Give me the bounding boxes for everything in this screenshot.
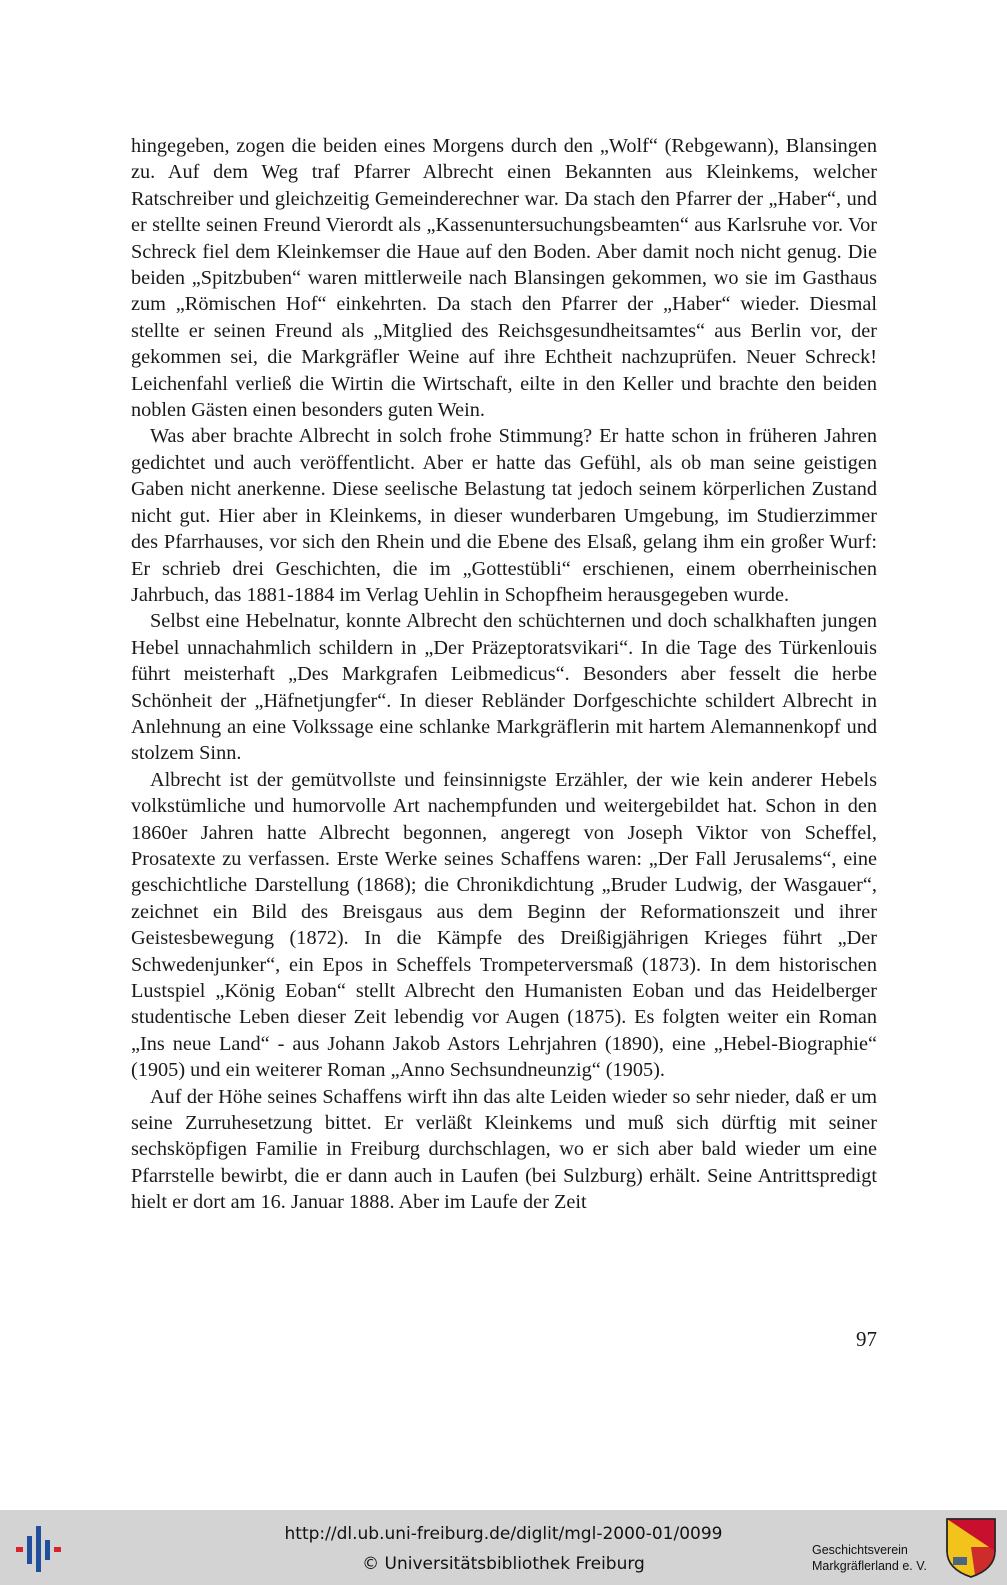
footer-bar xyxy=(0,1510,1007,1585)
paragraph-2: Was aber brachte Albrecht in solch frohe Stimmung? Er hatte schon in früheren Jahren gedichtet und auch veröffentlicht. Aber er hatte das Gefühl, als ob man seine geistigen Gaben nicht anerkenne. Diese seelische Belastung tat jedoch seinem körperlichen Zustand nicht gut. Hier aber in Kleinkems, in dieser wunderbaren Umgebung, im Studierzimmer des Pfarrhauses, vor sich den Rhein und die Ebene des Elsaß, gelang ihm ein großer Wurf: Er schrieb drei Geschichten, die im „Gottestübli“ erschienen, einem oberrheinischen Jahrbuch, das 1881-1884 im Verlag Uehlin in Schopfheim herausgegeben wurde. xyxy=(131,425,877,606)
paragraph-5: Auf der Höhe seines Schaffens wirft ihn das alte Leiden wieder so sehr nieder, daß er um seine Zurruhesetzung bittet. Er verläßt Kleinkems und muß sich dürftig mit seiner sechsköpfigen Familie in Freiburg durchschlagen, wo er sich aber bald wieder um eine Pfarrstelle bewirbt, die er dann auch in Laufen (bei Sulzburg) erhält. Seine Antrittspredigt hielt er dort am 16. Januar 1888. Aber im Laufe der Zeit xyxy=(131,1085,877,1214)
society-name-line2: Markgräflerland e. V. xyxy=(812,1559,927,1573)
paragraph-1: hingegeben, zogen die beiden eines Morgens durch den „Wolf“ (Rebgewann), Blansingen zu. Auf dem Weg traf Pfarrer Albrecht einen Bekannten aus Kleinkems, welcher Ratschreiber und gleichzeitig Gemeinderechner war. Da stach den Pfarrer der „Haber“, und er stellte seinen Freund Vierordt als „Kassenuntersuchungsbeamten“ aus Karlsruhe vor. Vor Schreck fiel dem Kleinkemser die Haue auf den Boden. Aber damit noch nicht genug. Die beiden „Spitzbuben“ waren mittlerweile nach Blansingen gekommen, wo sie im Gasthaus zum „Römischen Hof“ einkehrten. Da stach den Pfarrer der „Haber“ wieder. Diesmal stellte er seinen Freund als „Mitglied des Reichsgesundheitsamtes“ aus Berlin vor, der gekommen sei, die Markgräfler Weine auf ihre Echtheit nachzuprüfen. Neuer Schreck! Leichenfahl verließ die Wirtin die Wirtschaft, eilte in den Keller und brachte den beiden noblen Gästen einen besonders guten Wein. xyxy=(131,135,877,422)
society-name-line1: Geschichtsverein xyxy=(812,1543,908,1557)
paragraph-3: Selbst eine Hebelnatur, konnte Albrecht den schüchternen und doch schalkhaften jungen Hebel unnachahmlich schildern in „Der Präzeptoratsvikari“. In die Tage des Türkenlouis führt meisterhaft „Des Markgrafen Leibmedicus“. Besonders aber fesselt die herbe Schönheit der „Häfnetjungfer“. In dieser Rebländer Dorfgeschichte schildert Albrecht in Anlehnung an eine Volkssage eine schlanke Markgräflerin mit hartem Alemannenkopf und stolzem Sinn. xyxy=(131,610,877,765)
paragraph-4: Albrecht ist der gemütvollste und feinsinnigste Erzähler, der wie kein anderer Hebels volkstümliche und humorvolle Art nachempfunden und weitergebildet hat. Schon in den 1860er Jahren hatte Albrecht begonnen, angeregt von Joseph Viktor von Scheffel, Prosatexte zu verfassen. Erste Werke seines Schaffens waren: „Der Fall Jerusalems“, eine geschichtliche Darstellung (1868); die Chronikdichtung „Bruder Ludwig, der Wasgauer“, zeichnet ein Bild des Breisgaus aus dem Beginn der Reformationszeit und ihrer Geistesbewegung (1872). In die Kämpfe des Dreißigjährigen Krieges führt „Der Schwedenjunker“, ein Epos in Scheffels Trompeterversmaß (1873). In dem historischen Lustspiel „König Eoban“ stellt Albrecht den Humanisten Eoban und das Heidelberger studentische Leben dieser Zeit lebendig vor Augen (1875). Es folgten weiter ein Roman „Ins neue Land“ - aus Johann Jakob Astors Lehrjahren (1890), eine „Hebel-Biographie“ (1905) und ein weiterer Roman „Anno Sechsundneunzig“ (1905). xyxy=(131,768,877,1082)
society-crest-icon xyxy=(945,1517,997,1579)
footer-copyright: © Universitätsbibliothek Freiburg xyxy=(362,1554,645,1574)
footer-url-link[interactable]: http://dl.ub.uni-freiburg.de/diglit/mgl-2000-01/0099 xyxy=(284,1524,723,1544)
society-name xyxy=(812,1542,927,1574)
body-text xyxy=(131,133,877,1216)
page-number: 97 xyxy=(856,1327,877,1351)
